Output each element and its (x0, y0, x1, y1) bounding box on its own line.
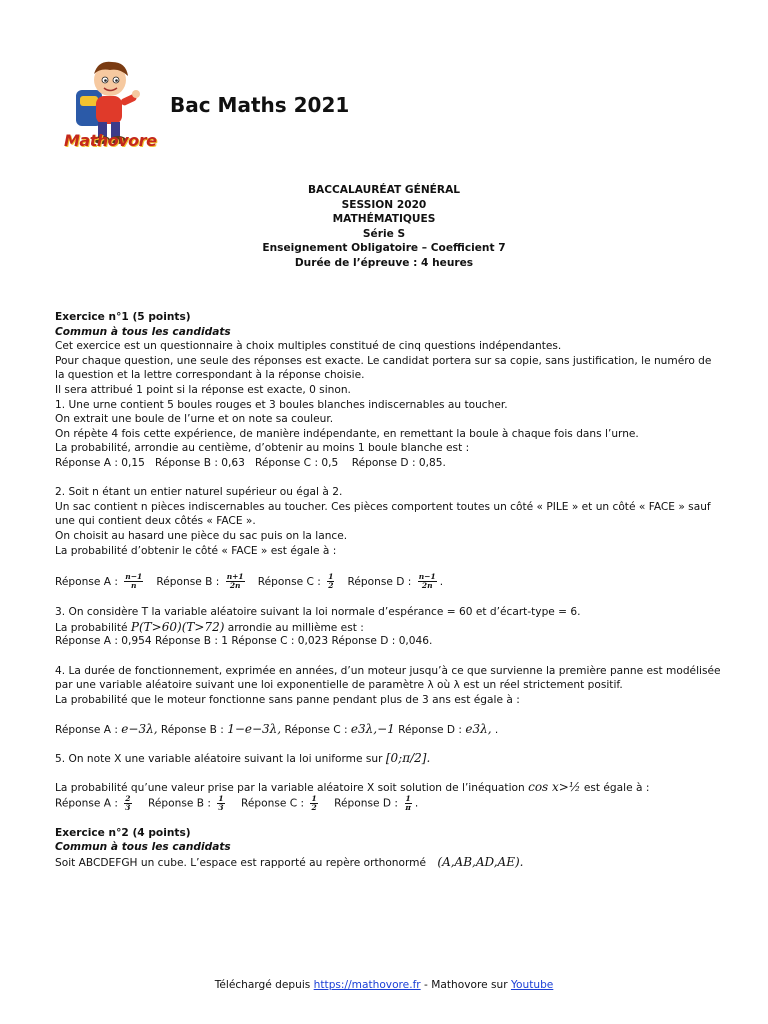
q3-probability-expression: P(T>60)(T>72) (130, 619, 225, 634)
exercise-2-title: Exercice n°2 (4 points) (55, 826, 191, 839)
page-title: Bac Maths 2021 (170, 93, 350, 117)
footer-middle: - Mathovore sur (424, 979, 508, 991)
q2-line-2: Un sac contient n pièces indiscernables au toucher. Ces pièces comportent toutes un côté « PILE » et un côté « FACE » sauf (55, 500, 711, 513)
q1-line-4: La probabilité, arrondie au centième, d’obtenir au moins 1 boule blanche est : (55, 442, 470, 455)
q4-answers: Réponse A : e−3λ, Réponse B : 1−e−3λ, Réponse C : e3λ,−1 Réponse D : e3λ, . (55, 722, 499, 737)
q2-answer-b-label: Réponse B : (156, 575, 220, 588)
ex2-text: Soit ABCDEFGH un cube. L’espace est rapporté au repère orthonormé (55, 856, 427, 869)
exam-line-5: Enseignement Obligatoire – Coefficient 7 (262, 242, 506, 255)
q5-answer-a-fraction: $\frac{2}{3}$ (125, 794, 131, 812)
q1-line-3: On répète 4 fois cette expérience, de manière indépendante, en remettant la boule à chaque fois dans l’urne. (55, 427, 639, 440)
q3-text-a: La probabilité (55, 621, 128, 634)
exam-line-4: Série S (362, 227, 406, 240)
q5-answer-c-fraction: $\frac{1}{2}$ (311, 794, 317, 812)
q5-interval: [0;π/2]. (385, 751, 431, 766)
exam-line-3: MATHÉMATIQUES (332, 213, 436, 226)
q4-answer-c-expression: e3λ,−1 (350, 722, 395, 737)
q2-line-4: On choisit au hasard une pièce du sac puis on la lance. (55, 529, 348, 542)
q4-line-3: La probabilité que le moteur fonctionne sans panne pendant plus de 3 ans est égale à : (55, 693, 520, 706)
exam-line-6: Durée de l’épreuve : 4 heures (294, 256, 474, 269)
q3-answers: Réponse A : 0,954 Réponse B : 1 Réponse C : 0,023 Réponse D : 0,046. (55, 635, 433, 648)
q4-answer-b-expression: 1−e−3λ, (227, 722, 282, 737)
ex1-intro-4: Il sera attribué 1 point si la réponse est exacte, 0 sinon. (55, 383, 351, 396)
q2-line-1: 2. Soit n étant un entier naturel supérieur ou égal à 2. (55, 486, 343, 499)
exercise-1-subtitle: Commun à tous les candidats (55, 325, 231, 338)
q4-answer-c-label: Réponse C : (284, 724, 348, 737)
q2-answer-a-label: Réponse A : (55, 575, 118, 588)
q5-line-1 (55, 751, 715, 766)
footer-prefix: Téléchargé depuis (214, 979, 311, 991)
q2-line-3: une qui contient deux côtés « FACE ». (55, 515, 256, 528)
q2-answer-a-fraction: $\frac{n-1}{n}$ (125, 572, 143, 591)
q4-answer-d-expression: e3λ, (465, 722, 492, 737)
q1-line-1: 1. Une urne contient 5 boules rouges et 3 boules blanches indiscernables au toucher. (55, 398, 508, 411)
q5-answer-a-label: Réponse A : (55, 797, 118, 810)
q4-answer-b-label: Réponse B : (160, 724, 224, 737)
logo-wordmark: Mathovore (64, 131, 157, 150)
q1-line-2: On extrait une boule de l’urne et on note sa couleur. (55, 413, 334, 426)
q4-line-1: 4. La durée de fonctionnement, exprimée en années, d’un moteur jusqu’à ce que survienne la première panne est modélisée (55, 664, 721, 677)
q5-text-a: La probabilité qu’une valeur prise par la variable aléatoire X soit solution de l’inéquation (55, 782, 525, 795)
ex1-intro-3: la question et la lettre correspondant à la réponse choisie. (55, 369, 365, 382)
q5-text-b: est égale à : (583, 782, 650, 795)
q5-text: 5. On note X une variable aléatoire suivant la loi uniforme sur (55, 753, 383, 766)
q4-answer-a-expression: e−3λ, (121, 722, 158, 737)
exercise-2-subtitle: Commun à tous les candidats (55, 841, 231, 854)
q2-answer-d-fraction: $\frac{n-1}{2n}$ (418, 572, 436, 591)
q2-answers: Réponse A : $\frac{n-1}{n}$ Réponse B : $\frac{n+1}{2n}$ Réponse C : $\frac{1}{2}$ Réponse D : $\frac{n-1}{2n}$ . (55, 572, 444, 591)
mathovore-logo (58, 56, 162, 158)
q3-line-2 (55, 620, 715, 635)
ex1-intro-2: Pour chaque question, une seule des réponses est exacte. Le candidat portera sur sa copie, sans justification, le numéro de (55, 354, 712, 367)
footer-youtube-link[interactable]: Youtube (510, 979, 554, 991)
q4-answer-a-label: Réponse A : (55, 724, 118, 737)
q2-answer-c-fraction: $\frac{1}{2}$ (328, 572, 334, 591)
exam-content (55, 310, 721, 869)
q3-text-b: arrondie au millième est : (227, 621, 364, 634)
q3-line-1: 3. On considère T la variable aléatoire suivant la loi normale d’espérance = 60 et d’écart-type = 6. (55, 606, 581, 619)
q4-answer-d-label: Réponse D : (398, 724, 462, 737)
q5-inequation: cos x>½ (528, 780, 581, 795)
q2-line-5: La probabilité d’obtenir le côté « FACE » est égale à : (55, 544, 337, 557)
q2-answer-c-label: Réponse C : (257, 575, 321, 588)
q2-answer-d-label: Réponse D : (347, 575, 412, 588)
exam-line-2: SESSION 2020 (341, 198, 427, 211)
exam-line-1: BACCALAURÉAT GÉNÉRAL (307, 184, 461, 196)
exam-header (0, 183, 768, 271)
q5-answer-c-label: Réponse C : (241, 797, 305, 810)
ex2-line-1 (55, 855, 715, 870)
q1-answers: Réponse A : 0,15 Réponse B : 0,63 Réponse C : 0,5 Réponse D : 0,85. (55, 456, 446, 469)
ex2-repere: (A,AB,AD,AE). (437, 854, 524, 869)
exercise-1-title: Exercice n°1 (5 points) (55, 311, 191, 323)
q5-answer-b-fraction: $\frac{1}{3}$ (218, 794, 224, 812)
q4-line-2: par une variable aléatoire suivant une loi exponentielle de paramètre λ où λ est un réel strictement positif. (55, 679, 623, 692)
q2-answer-b-fraction: $\frac{n+1}{2n}$ (226, 572, 244, 591)
footer (0, 978, 768, 993)
q5-answer-d-label: Réponse D : (334, 797, 398, 810)
q5-answer-b-label: Réponse B : (148, 797, 211, 810)
q5-line-2 (55, 780, 715, 795)
footer-mathovore-link[interactable]: https://mathovore.fr (313, 979, 421, 991)
q5-answers: Réponse A : $\frac{2}{3}$ Réponse B : $\frac{1}{3}$ Réponse C : $\frac{1}{2}$ Réponse D : $\frac{1}{\pi}$ . (55, 794, 419, 812)
ex1-intro-1: Cet exercice est un questionnaire à choix multiples constitué de cinq questions indépendantes. (55, 340, 562, 353)
q5-answer-d-fraction: $\frac{1}{\pi}$ (405, 794, 411, 812)
